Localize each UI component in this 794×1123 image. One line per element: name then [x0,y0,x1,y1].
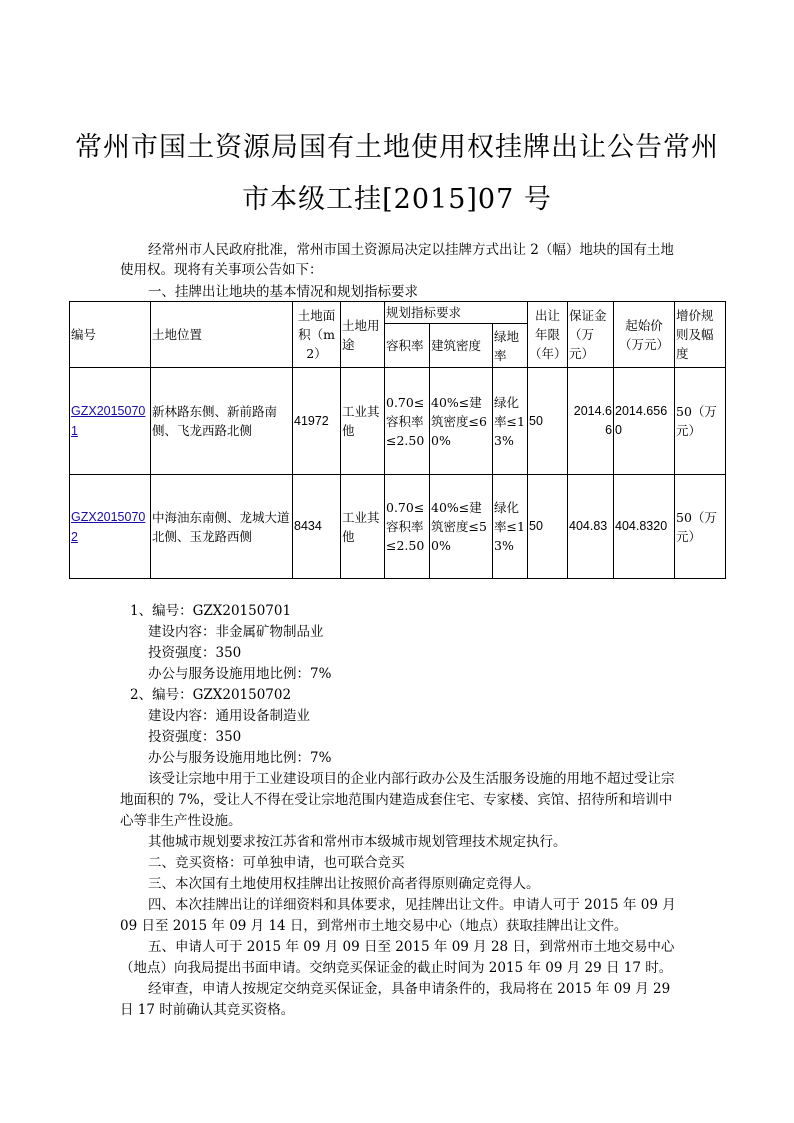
section4-paragraph: 四、本次挂牌出让的详细资料和具体要求，见挂牌出让文件。申请人可于 2015 年 09 月 09 日至 2015 年 09 月 14 日，到常州市土地交易中心（地点）获取挂牌出让文件。 [120,897,676,934]
parcel-location: 新林路东侧、新前路南侧、飞龙西路北侧 [151,368,293,475]
header-location: 土地位置 [151,302,293,368]
parcel-start-price: 2014.6560 [614,368,675,475]
parcel-location: 中海油东南侧、龙城大道北侧、玉龙路西侧 [151,475,293,579]
parcel-far: 0.70≤容积率≤2.50 [385,475,430,579]
parcel-far: 0.70≤容积率≤2.50 [385,368,430,475]
table-row [70,368,726,475]
other-planning-paragraph: 其他城市规划要求按江苏省和常州市本级城市规划管理技术规定执行。 [148,834,567,850]
item1-ratio: 办公与服务设施用地比例：7% [148,666,332,682]
header-use: 土地用途 [341,302,385,368]
header-far: 容积率 [385,324,430,368]
parcel-term: 50 [528,475,568,579]
table-row [70,475,726,579]
parcel-use: 工业其他 [341,368,385,475]
parcel-increment: 50（万元） [675,368,726,475]
header-start-price: 起始价（万元） [614,302,675,368]
header-area: 土地面积（m2） [293,302,341,368]
parcel-area: 41972 [293,368,341,475]
item2-invest: 投资强度：350 [148,729,242,745]
office-ratio-paragraph: 该受让宗地中用于工业建设项目的企业内部行政办公及生活服务设施的用地不超过受让宗地面积的 7%，受让人不得在受让宗地范围内建造成套住宅、专家楼、宾馆、招待所和培训中心等非生产性设施。 [120,771,675,829]
header-term: 出让年限（年） [528,302,568,368]
section3-paragraph: 三、本次国有土地使用权挂牌出让按照价高者得原则确定竞得人。 [148,876,540,892]
parcel-density: 40%≤建筑密度≤60% [430,368,493,475]
section5-paragraph: 五、申请人可于 2015 年 09 月 09 日至 2015 年 09 月 28 日，到常州市土地交易中心（地点）向我局提出书面申请。交纳竞买保证金的截止时间为 2015 年 09 月 29 日 17 时。 [120,939,675,976]
section1-heading: 一、挂牌出让地块的基本情况和规划指标要求 [148,284,418,300]
intro-paragraph: 经常州市人民政府批准，常州市国土资源局决定以挂牌方式出让 2（幅）地块的国有土地使用权。现将有关事项公告如下： [120,242,674,278]
item2-content: 建设内容：通用设备制造业 [148,708,310,724]
header-id: 编号 [70,302,151,368]
parcel-deposit: 404.83 [568,475,614,579]
parcel-id-link[interactable]: GZX20150702 [71,509,146,544]
item1-invest: 投资强度：350 [148,645,242,661]
item1-id: 1、编号：GZX20150701 [130,603,292,619]
parcel-green: 绿化率≤13% [493,368,528,475]
item1-content: 建设内容：非金属矿物制品业 [148,624,324,640]
parcel-start-price: 404.8320 [614,475,675,579]
header-density: 建筑密度 [430,324,493,368]
parcel-deposit: 2014.66 [568,368,614,475]
header-green: 绿地率 [493,324,528,368]
parcel-id-link[interactable]: GZX20150701 [71,404,146,438]
parcel-term: 50 [528,368,568,475]
land-parcel-table [69,301,726,579]
item2-id: 2、编号：GZX20150702 [130,687,292,703]
parcel-area: 8434 [293,475,341,579]
document-title-line2: 市本级工挂[2015]07 号 [242,184,552,215]
header-increment: 增价规则及幅度 [675,302,726,368]
header-plan: 规划指标要求 [385,302,528,324]
document-title-line1: 常州市国土资源局国有土地使用权挂牌出让公告常州 [75,132,719,163]
header-deposit: 保证金（万元） [568,302,614,368]
parcel-increment: 50（万元） [675,475,726,579]
parcel-use: 工业其他 [341,475,385,579]
parcel-green: 绿化率≤13% [493,475,528,579]
parcel-density: 40%≤建筑密度≤50% [430,475,493,579]
item2-ratio: 办公与服务设施用地比例：7% [148,750,332,766]
section6-paragraph: 经审查，申请人按规定交纳竞买保证金，具备申请条件的，我局将在 2015 年 09 月 29 日 17 时前确认其竞买资格。 [120,981,671,1018]
section2-paragraph: 二、竞买资格：可单独申请，也可联合竞买 [148,855,405,871]
